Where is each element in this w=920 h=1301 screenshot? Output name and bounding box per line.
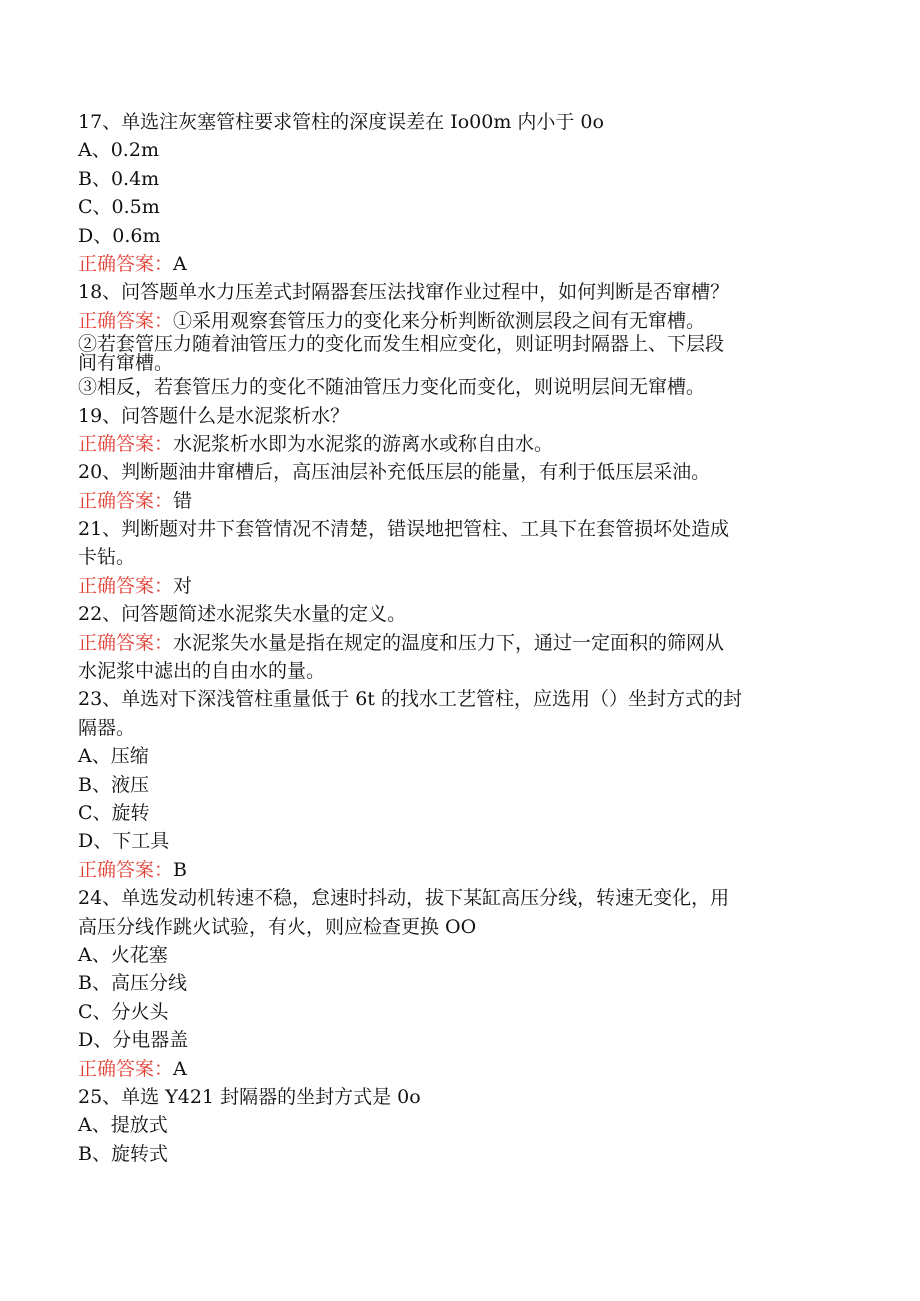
body-text-line (78, 1140, 848, 1168)
line-text: 19、问答题什么是水泥浆析水？ (78, 404, 350, 427)
line-text: 隔器。 (78, 716, 136, 739)
body-text-line (78, 969, 848, 997)
answer-label: 正确答案： (78, 631, 174, 654)
answer-text: B (173, 858, 187, 881)
answer-text: A (173, 1057, 187, 1080)
line-text: C、旋转 (78, 801, 150, 824)
question-text (78, 515, 848, 543)
answer-label: 正确答案： (78, 489, 174, 512)
answer-text: 水泥浆失水量是指在规定的温度和压力下，通过一定面积的筛网从 (173, 631, 725, 654)
body-text-line (78, 543, 848, 571)
line-text: A、0.2m (78, 139, 159, 162)
line-text: C、0.5m (78, 196, 160, 219)
line-text: 22、问答题简述水泥浆失水量的定义。 (78, 603, 407, 626)
answer-line (78, 487, 848, 515)
answer-line (78, 430, 848, 458)
line-text: 20、判断题油井窜槽后，高压油层补充低压层的能量，有利于低压层采油。 (78, 461, 711, 484)
answer-text: ①采用观察套管压力的变化来分析判断欲测层段之间有无窜槽。 (173, 309, 706, 332)
line-text: 间有窜槽。 (78, 352, 174, 375)
line-text: B、液压 (78, 773, 149, 796)
line-text: 18、问答题单水力压差式封隔器套压法找窜作业过程中，如何判断是否窜槽？ (78, 281, 730, 304)
answer-label: 正确答案： (78, 858, 174, 881)
body-text-line (78, 941, 848, 969)
answer-label: 正确答案： (78, 574, 174, 597)
answer-line (78, 1055, 848, 1083)
answer-text: 错 (173, 489, 193, 512)
body-text-line (78, 1026, 848, 1054)
question-text (78, 685, 848, 713)
line-text: B、高压分线 (78, 972, 187, 995)
line-text: C、分火头 (78, 1000, 169, 1023)
line-text: 水泥浆中滤出的自由水的量。 (78, 660, 326, 683)
line-text: ②若套管压力随着油管压力的变化而发生相应变化，则证明封隔器上、下层段 (78, 333, 725, 356)
body-text-line (78, 998, 848, 1026)
line-text: 24、单选发动机转速不稳，怠速时抖动，拔下某缸高压分线，转速无变化，用 (78, 887, 730, 910)
answer-line (78, 250, 848, 278)
line-text: B、旋转式 (78, 1142, 168, 1165)
line-text: A、火花塞 (78, 943, 168, 966)
question-text (78, 458, 848, 486)
question-text (78, 600, 848, 628)
answer-label: 正确答案： (78, 309, 174, 332)
body-text-line (78, 799, 848, 827)
question-text (78, 1083, 848, 1111)
answer-label: 正确答案： (78, 432, 174, 455)
line-text: D、下工具 (78, 830, 170, 853)
line-text: 卡钻。 (78, 546, 136, 569)
body-text-line (78, 193, 848, 221)
line-text: A、提放式 (78, 1114, 168, 1137)
answer-text: 水泥浆析水即为水泥浆的游离水或称自由水。 (173, 432, 554, 455)
line-text: D、分电器盖 (78, 1029, 189, 1052)
body-text-line (78, 771, 848, 799)
line-text: 23、单选对下深浅管柱重量低于 6t 的找水工艺管柱，应选用（）坐封方式的封 (78, 688, 742, 711)
answer-line (78, 629, 848, 657)
line-text: ③相反，若套管压力的变化不随油管压力变化而变化，则说明层间无窜槽。 (78, 376, 706, 399)
document-body (78, 108, 848, 1168)
body-text-line (78, 165, 848, 193)
answer-text: 对 (173, 574, 193, 597)
body-text-line (78, 136, 848, 164)
answer-line (78, 307, 848, 335)
line-text: 17、单选注灰塞管柱要求管柱的深度误差在 Io00m 内小于 0o (78, 111, 604, 133)
line-text: 21、判断题对井下套管情况不清楚，错误地把管柱、工具下在套管损坏处造成 (78, 518, 730, 541)
body-text-line (78, 657, 848, 685)
line-text: 高压分线作跳火试验，有火，则应检查更换 OO (78, 915, 477, 938)
body-text-line (78, 354, 848, 373)
body-text-line (78, 335, 848, 354)
question-text (78, 108, 848, 136)
body-text-line (78, 1111, 848, 1139)
question-text (78, 884, 848, 912)
line-text: B、0.4m (78, 167, 160, 190)
body-text-line (78, 714, 848, 742)
answer-label: 正确答案： (78, 1057, 174, 1080)
body-text-line (78, 827, 848, 855)
answer-text: A (173, 252, 187, 275)
line-text: A、压缩 (78, 745, 149, 768)
question-text (78, 278, 848, 306)
line-text: D、0.6m (78, 224, 161, 247)
body-text-line (78, 222, 848, 250)
line-text: 25、单选 Y421 封隔器的坐封方式是 0o (78, 1085, 421, 1108)
answer-label: 正确答案： (78, 252, 174, 275)
answer-line (78, 572, 848, 600)
body-text-line (78, 913, 848, 941)
body-text-line (78, 742, 848, 770)
question-text (78, 402, 848, 430)
body-text-line (78, 373, 848, 401)
answer-line (78, 856, 848, 884)
